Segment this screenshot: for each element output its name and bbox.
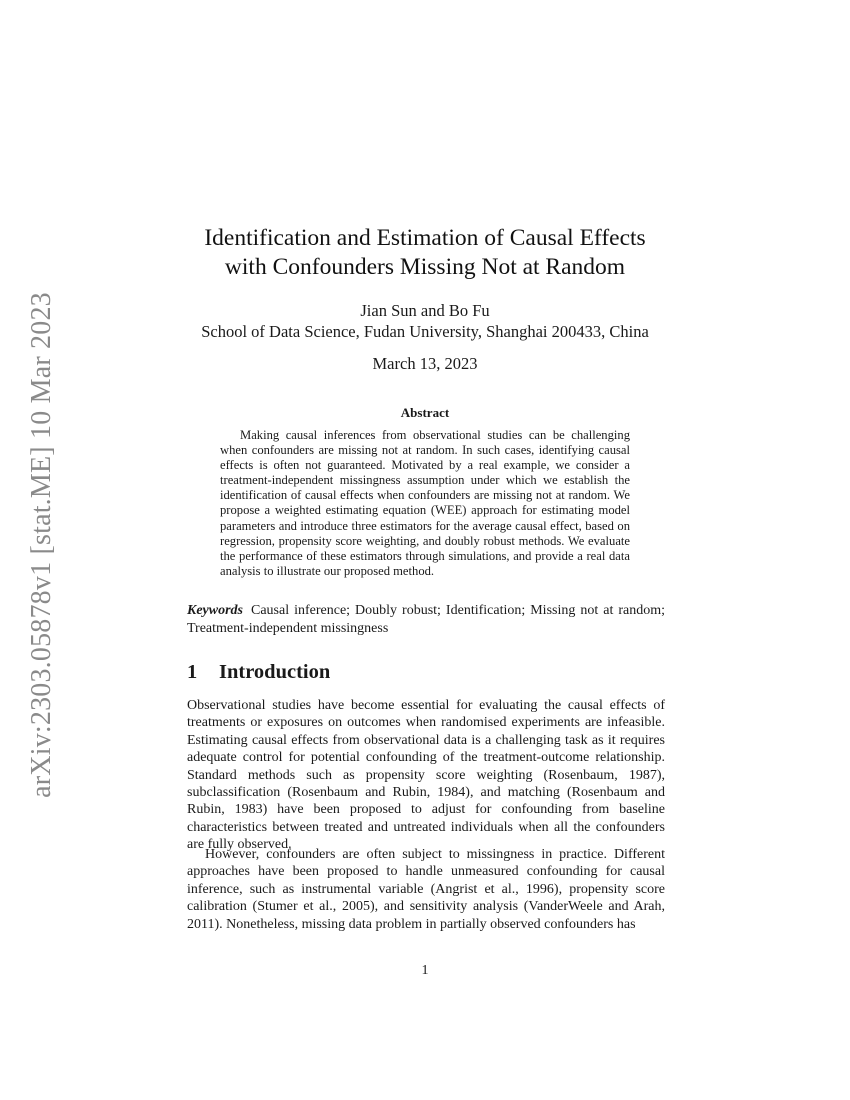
abstract-heading: Abstract: [400, 405, 450, 420]
paper-title: [0, 224, 850, 282]
section-number: 1: [187, 661, 198, 683]
author-block: [0, 300, 850, 342]
abstract-body: Making causal inferences from observational studies can be challenging when confounders are missing not at random. In such cases, identifying causal effects is often not guaranteed. Motivated by a real example, we consider a treatment-independent missingness assumption under which we establish the identification of causal effects when confounders are missing not at random. We propose a weighted estimating equation (WEE) approach for estimating model parameters and introduce three estimators for the average causal effect, based on regression, propensity score weighting, and doubly robust methods. We evaluate the performance of these estimators through simulations, and provide a real data analysis to illustrate our proposed method.: [220, 428, 630, 578]
keywords-block: [187, 602, 665, 638]
section-title: Introduction: [219, 661, 331, 683]
intro-paragraph-1: Observational studies have become essential for evaluating the causal effects of treatments or exposures on outcomes when randomised experiments are infeasible. Estimating causal effects from observational data is a challenging task as it requires adequate control for potential confounding of the treatment-outcome relationship. Standard methods such as propensity score weighting (Rosenbaum, 1987), subclassification (Rosenbaum and Rubin, 1984), and matching (Rosenbaum and Rubin, 1983) have been proposed to adjust for confounding from baseline characteristics between treated and untreated individuals when all the confounders are fully observed.: [187, 698, 665, 853]
page-number: 1: [421, 963, 429, 978]
section-heading-introduction: [187, 660, 330, 684]
paper-title-line-1: Identification and Estimation of Causal Effects: [204, 225, 646, 251]
author-names: Jian Sun and Bo Fu: [360, 301, 490, 320]
keywords-text: Causal inference; Doubly robust; Identification; Missing not at random; Treatment-independent missingness: [187, 603, 665, 636]
paper-date: March 13, 2023: [372, 354, 478, 373]
arxiv-identifier-stamp: arXiv:2303.05878v1 [stat.ME] 10 Mar 2023: [26, 292, 57, 798]
keywords-label: Keywords: [187, 603, 243, 618]
intro-paragraph-2: However, confounders are often subject to missingness in practice. Different approaches have been proposed to handle unmeasured confounding for causal inference, such as instrumental variable (Angrist et al., 1996), propensity score calibration (Stumer et al., 2005), and sensitivity analysis (VanderWeele and Arah, 2011). Nonetheless, missing data problem in partially observed confounders has: [187, 847, 665, 932]
paper-title-line-2: with Confounders Missing Not at Random: [224, 254, 626, 280]
author-affiliation: School of Data Science, Fudan University, Shanghai 200433, China: [201, 322, 649, 341]
